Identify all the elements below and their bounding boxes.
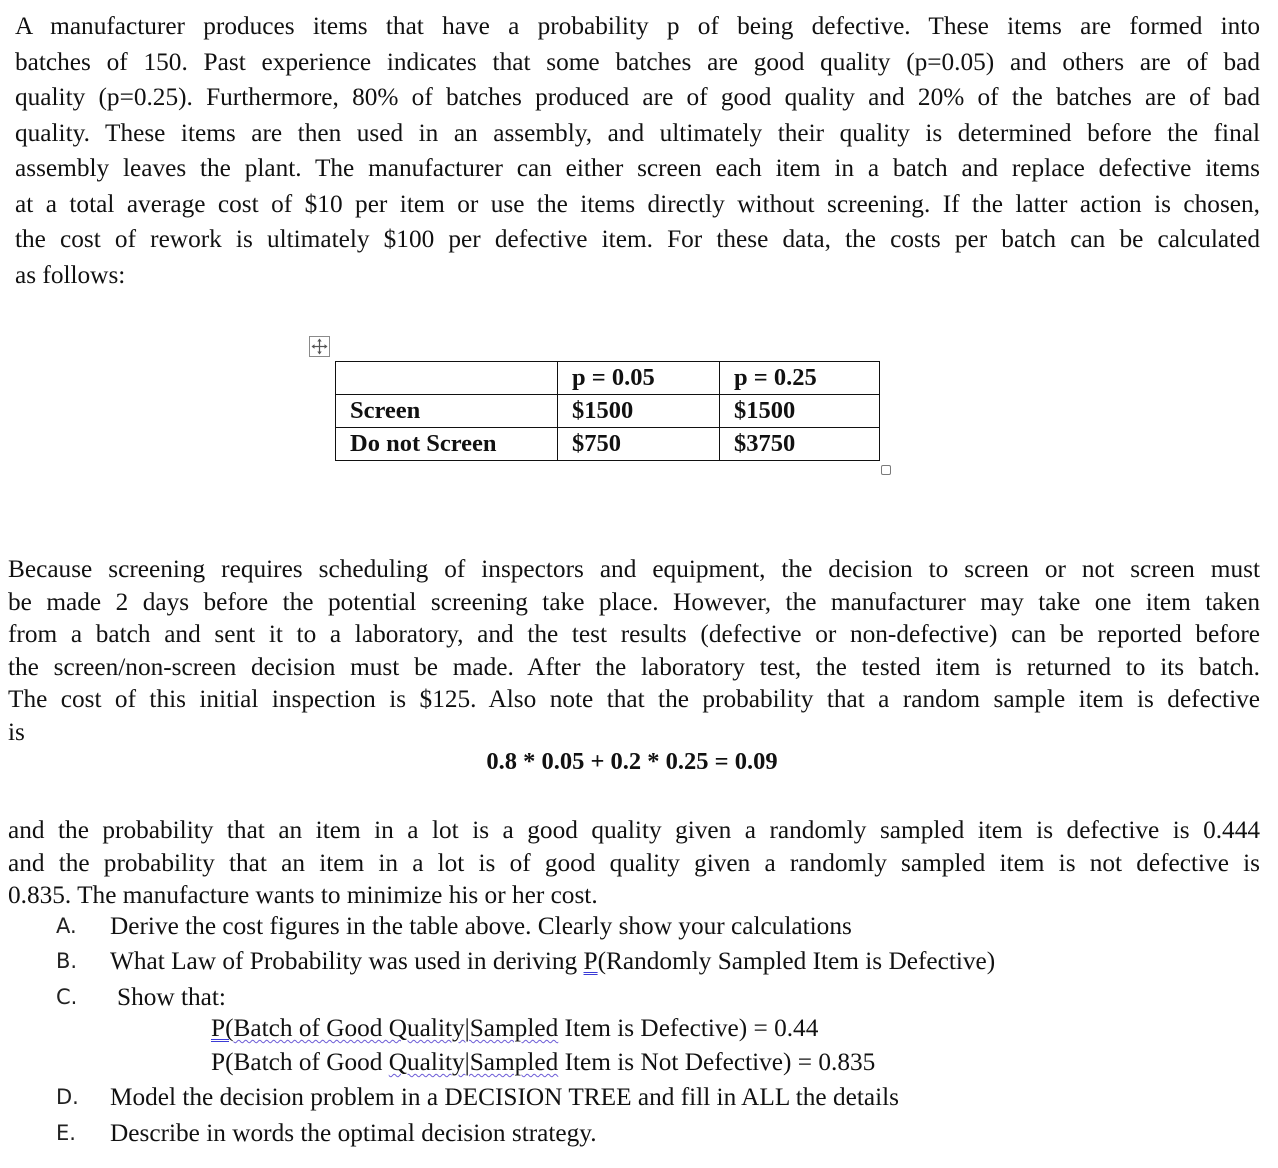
paragraph-line: and the probability that an item in a lot is a good quality given a randomly sampled item is defective is 0.444 — [8, 816, 1260, 844]
intro-line: A manufacturer produces items that have a probability p of being defective. These items are formed into — [15, 12, 1260, 40]
question-text: Derive the cost figures in the table above. Clearly show your calculations — [110, 912, 852, 940]
statement-text: Item is Not Defective) = 0.835 — [558, 1048, 876, 1076]
spellcheck-marked-text: P — [583, 947, 598, 975]
question-letter: A. — [56, 914, 77, 938]
table-cell[interactable]: $750 — [558, 428, 720, 461]
formula-text: 0.8 * 0.05 + 0.2 * 0.25 = 0.09 — [486, 748, 778, 775]
statement-text: P(Batch of Good — [211, 1048, 389, 1076]
question-text: Describe in words the optimal decision strategy. — [110, 1119, 597, 1147]
table-move-handle-icon[interactable] — [309, 336, 330, 357]
question-letter: E. — [56, 1121, 76, 1145]
intro-paragraph — [15, 9, 1260, 293]
table-row — [336, 395, 880, 428]
question-text: Show that: — [117, 983, 226, 1011]
cost-table — [335, 361, 880, 461]
paragraph-line: be made 2 days before the potential screening take place. However, the manufacturer may take one item taken — [8, 587, 1260, 616]
paragraph-line: from a batch and sent it to a laboratory, and the test results (defective or non-defective) can be reported before — [8, 620, 1260, 649]
screening-paragraph — [8, 553, 1260, 749]
table-cell[interactable]: $1500 — [558, 395, 720, 428]
question-text-part: (Randomly Sampled Item is Defective) — [597, 947, 996, 975]
paragraph-line: The cost of this initial inspection is $125. Also note that the probability that a random sample item is defective — [8, 685, 1260, 714]
intro-line: assembly leaves the plant. The manufacturer can either screen each item in a batch and replace defective items — [15, 154, 1260, 182]
grammar-marked-text: Quality|Sampled — [388, 1048, 559, 1076]
table-row-label[interactable]: Do not Screen — [336, 428, 558, 461]
table-cell[interactable]: $3750 — [720, 428, 880, 461]
conditional-probability-paragraph — [8, 814, 1260, 912]
spellcheck-marked-text: P( — [211, 1014, 234, 1042]
question-text-part: What Law of Probability was used in deriving — [110, 947, 584, 975]
probability-formula — [0, 746, 1278, 778]
question-text — [110, 945, 995, 977]
question-letter: D. — [56, 1085, 79, 1109]
statement-text: Item is Defective) = 0.44 — [558, 1014, 819, 1042]
proof-statement-1 — [211, 1014, 818, 1043]
intro-line: the cost of rework is ultimately $100 per defective item. For these data, the costs per batch can be calculated — [15, 225, 1260, 253]
table-row — [336, 428, 880, 461]
intro-line: batches of 150. Past experience indicates that some batches are good quality (p=0.05) and others are of bad — [15, 47, 1260, 76]
table-resize-handle-icon[interactable] — [881, 465, 891, 475]
intro-line: as follows: — [15, 260, 126, 289]
paragraph-line: and the probability that an item in a lot is of good quality given a randomly sampled item is not defective is — [8, 848, 1260, 877]
intro-line: quality. These items are then used in an assembly, and ultimately their quality is determined before the final — [15, 118, 1260, 147]
table-header-p005[interactable]: p = 0.05 — [558, 362, 720, 395]
table-cell[interactable] — [336, 362, 558, 395]
table-header-p025[interactable]: p = 0.25 — [720, 362, 880, 395]
paragraph-line: Because screening requires scheduling of inspectors and equipment, the decision to screen or not screen must — [8, 555, 1260, 583]
grammar-marked-text: Batch of Good Quality|Sampled — [233, 1014, 559, 1042]
paragraph-line: is — [8, 717, 25, 746]
table-header-row — [336, 362, 880, 395]
table-row-label[interactable]: Screen — [336, 395, 558, 428]
question-letter: C. — [56, 985, 78, 1009]
paragraph-line: 0.835. The manufacture wants to minimize his or her cost. — [8, 881, 598, 910]
intro-line: at a total average cost of $10 per item or use the items directly without screening. If the latter action is chosen, — [15, 189, 1260, 218]
paragraph-line: the screen/non-screen decision must be made. After the laboratory test, the tested item is returned to its batch. — [8, 652, 1260, 681]
table-cell[interactable]: $1500 — [720, 395, 880, 428]
proof-statement-2 — [211, 1048, 875, 1077]
question-letter: B. — [56, 949, 78, 973]
intro-line: quality (p=0.25). Furthermore, 80% of batches produced are of good quality and 20% of the batches are of bad — [15, 83, 1260, 111]
question-text: Model the decision problem in a DECISION TREE and fill in ALL the details — [110, 1083, 899, 1111]
